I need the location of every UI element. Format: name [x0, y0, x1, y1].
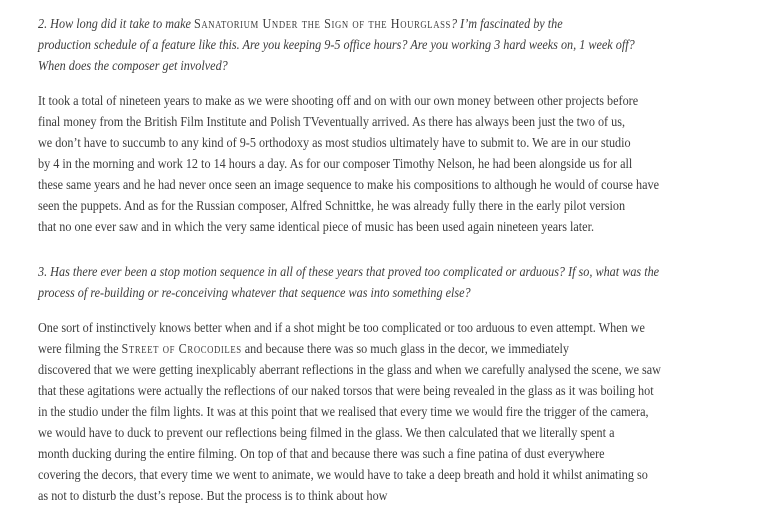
text-line	[38, 444, 759, 465]
text-line	[38, 381, 759, 402]
text-line	[38, 175, 759, 196]
text-run: we would have to duck to prevent our reflections being filmed in the glass. We then calculated that we literally spent a	[38, 426, 615, 441]
text-line	[38, 423, 759, 444]
text-line	[38, 217, 759, 238]
text-line	[38, 339, 759, 360]
text-run: production schedule of a feature like this. Are you keeping 9-5 office hours? Are you working 3 hard weeks on, 1 week off?	[38, 38, 635, 53]
film-title: Sanatorium Under the Sign of the Hourglass	[193, 17, 452, 32]
text-line	[38, 14, 759, 35]
text-run: It took a total of nineteen years to make as we were shooting off and on with our own money between other projects before	[38, 94, 639, 109]
text-line	[38, 486, 759, 507]
text-line	[38, 465, 759, 486]
text-run: discovered that we were getting inexplicably aberrant reflections in the glass and when we carefully analysed the scene, we saw	[38, 363, 661, 378]
text-run: When does the composer get involved?	[38, 59, 228, 74]
text-line	[38, 91, 759, 112]
text-line	[38, 35, 759, 56]
text-run: that these agitations were actually the reflections of our naked torsos that were being revealed in the glass as it was boiling hot	[38, 384, 654, 399]
text-run: 2. How long did it take to make	[38, 17, 194, 32]
question-paragraph	[38, 262, 759, 304]
text-run: final money from the British Film Institute and Polish TVeventually arrived. As there has always been just the two of us,	[38, 115, 626, 130]
text-run: month ducking during the entire filming. On top of that and because there was such a fine patina of dust everywhere	[38, 447, 605, 462]
text-run: and because there was so much glass in the decor, we immediately	[241, 342, 569, 357]
text-run: process of re-building or re-conceiving whatever that sequence was into something else?	[38, 286, 471, 301]
text-line	[38, 56, 759, 77]
text-run: One sort of instinctively knows better when and if a shot might be too complicated or too arduous to even attempt. When we	[38, 321, 645, 336]
text-run: as not to disturb the dust’s repose. But the process is to think about how	[38, 489, 388, 504]
text-line	[38, 318, 759, 339]
text-run: by 4 in the morning and work 12 to 14 hours a day. As for our composer Timothy Nelson, he had been alongside us for all	[38, 157, 633, 172]
text-run: 3. Has there ever been a stop motion sequence in all of these years that proved too complicated or arduous? If so, what was the	[38, 265, 660, 280]
text-line	[38, 283, 759, 304]
interview-text	[38, 14, 759, 507]
text-line	[38, 402, 759, 423]
text-line	[38, 154, 759, 175]
text-run: that no one ever saw and in which the very same identical piece of music has been used again nineteen years later.	[38, 220, 595, 235]
text-run: seen the puppets. And as for the Russian composer, Alfred Schnittke, he was already fully there in the early pilot version	[38, 199, 626, 214]
text-run: we don’t have to succumb to any kind of 9-5 orthodoxy as most studios ultimately have to submit to. We are in our studio	[38, 136, 631, 151]
film-title: Street of Crocodiles	[121, 342, 242, 357]
question-paragraph	[38, 14, 759, 77]
answer-paragraph	[38, 91, 759, 238]
text-run: ? I’m fascinated by the	[451, 17, 563, 32]
text-run: in the studio under the film lights. It was at this point that we realised that every time we would fire the trigger of the camera,	[38, 405, 649, 420]
text-line	[38, 196, 759, 217]
answer-paragraph	[38, 318, 759, 507]
text-line	[38, 360, 759, 381]
text-line	[38, 262, 759, 283]
text-run: covering the decors, that every time we went to animate, we would have to take a deep breath and hold it whilst animating so	[38, 468, 648, 483]
text-run: were filming the	[38, 342, 122, 357]
text-line	[38, 133, 759, 154]
text-run: these same years and he had never once seen an image sequence to make his compositions to although he would of course have	[38, 178, 659, 193]
text-line	[38, 112, 759, 133]
